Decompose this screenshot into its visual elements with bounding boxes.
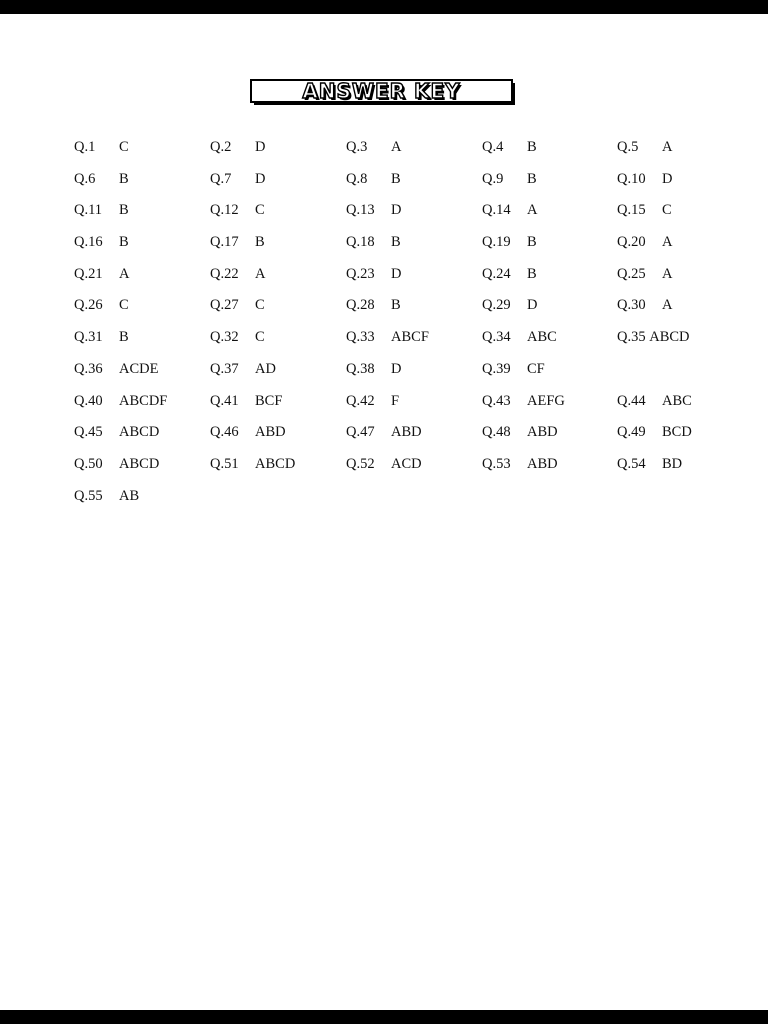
answer-entry (617, 137, 753, 157)
question-number: Q.54 (617, 455, 646, 472)
answer-value: ABCD (119, 424, 160, 441)
answer-row (74, 169, 754, 201)
answer-value: D (391, 265, 402, 282)
question-number: Q.39 (482, 360, 511, 377)
answer-entry (74, 200, 210, 220)
answer-entry (210, 295, 346, 315)
answer-entry (482, 454, 618, 474)
question-number: Q.48 (482, 424, 511, 441)
question-number: Q.52 (346, 455, 375, 472)
question-number: Q.6 (74, 170, 96, 187)
answer-entry (482, 169, 618, 189)
question-number: Q.34 (482, 329, 511, 346)
answer-entry (210, 232, 346, 252)
answer-entry (74, 359, 210, 379)
question-number: Q.49 (617, 424, 646, 441)
answer-value: C (255, 297, 265, 314)
answer-value: BCD (662, 424, 692, 441)
answer-entry (346, 327, 482, 347)
answer-entry (74, 232, 210, 252)
answer-value: ABCD (255, 455, 296, 472)
answer-entry (482, 327, 618, 347)
answer-entry (346, 169, 482, 189)
answer-entry (482, 200, 618, 220)
top-border-bar (0, 0, 768, 14)
title-banner (250, 79, 515, 105)
answer-value: B (527, 170, 537, 187)
question-number: Q.36 (74, 360, 103, 377)
answer-value: C (255, 329, 265, 346)
question-number: Q.50 (74, 455, 103, 472)
question-number: Q.44 (617, 392, 646, 409)
answer-value: A (662, 139, 673, 155)
answer-value: A (527, 202, 538, 219)
answer-entry (210, 137, 346, 157)
question-number: Q.11 (74, 202, 103, 219)
answer-entry (210, 422, 346, 442)
question-number: Q.40 (74, 392, 103, 409)
title-banner-box (250, 79, 513, 103)
answer-value: BD (662, 455, 683, 472)
answer-value: D (255, 170, 266, 187)
question-number: Q.41 (210, 392, 239, 409)
answer-value: A (662, 297, 673, 314)
answer-value: B (391, 234, 401, 251)
question-number: Q.4 (482, 139, 504, 155)
question-number: Q.7 (210, 170, 232, 187)
answer-entry (210, 169, 346, 189)
question-number: Q.19 (482, 234, 511, 251)
answer-entry (346, 422, 482, 442)
answer-value: ABCD (119, 455, 160, 472)
question-number: Q.53 (482, 455, 511, 472)
question-number: Q.25 (617, 265, 646, 282)
answer-entry (346, 264, 482, 284)
answer-value: B (527, 139, 537, 155)
question-number: Q.16 (74, 234, 103, 251)
answer-value: BCF (255, 392, 283, 409)
answer-entry (74, 454, 210, 474)
question-number: Q.12 (210, 202, 239, 219)
answer-entry (210, 200, 346, 220)
question-number: Q.33 (346, 329, 375, 346)
question-number: Q.51 (210, 455, 239, 472)
answer-value: B (119, 202, 129, 219)
answer-entry (74, 137, 210, 157)
answer-entry (482, 422, 618, 442)
answer-value: ABD (255, 424, 286, 441)
answer-entry (346, 454, 482, 474)
answer-value: ABCF (391, 329, 429, 346)
answer-value: C (119, 139, 129, 155)
answer-value: D (391, 360, 402, 377)
question-number: Q.14 (482, 202, 511, 219)
answer-value: B (119, 329, 129, 346)
answer-value: B (255, 234, 265, 251)
question-number: Q.5 (617, 139, 639, 155)
answer-entry (210, 391, 346, 411)
answer-key-grid (74, 137, 754, 517)
answer-value: A (391, 139, 402, 155)
answer-value: A (255, 265, 266, 282)
question-number: Q.35 (617, 329, 646, 346)
answer-entry (482, 137, 618, 157)
answer-value: B (527, 265, 537, 282)
answer-value: D (527, 297, 538, 314)
question-number: Q.26 (74, 297, 103, 314)
answer-value: C (662, 202, 672, 219)
answer-entry (346, 391, 482, 411)
answer-value: B (119, 234, 129, 251)
question-number: Q.29 (482, 297, 511, 314)
bottom-border-bar (0, 1010, 768, 1024)
question-number: Q.28 (346, 297, 375, 314)
answer-entry (617, 200, 753, 220)
answer-row (74, 232, 754, 264)
answer-entry (74, 422, 210, 442)
answer-entry (617, 264, 753, 284)
answer-entry (74, 327, 210, 347)
answer-entry (74, 295, 210, 315)
question-number: Q.38 (346, 360, 375, 377)
answer-entry (346, 359, 482, 379)
answer-value: ABCDF (119, 392, 168, 409)
question-number: Q.30 (617, 297, 646, 314)
answer-entry (482, 232, 618, 252)
question-number: Q.21 (74, 265, 103, 282)
answer-value: D (255, 139, 266, 155)
answer-value: C (119, 297, 129, 314)
answer-row (74, 391, 754, 423)
answer-value: B (391, 297, 401, 314)
answer-row (74, 200, 754, 232)
question-number: Q.32 (210, 329, 239, 346)
question-number: Q.20 (617, 234, 646, 251)
question-number: Q.55 (74, 487, 103, 504)
question-number: Q.9 (482, 170, 504, 187)
answer-row (74, 295, 754, 327)
answer-value: AB (119, 487, 140, 504)
answer-value: ABD (527, 455, 558, 472)
answer-entry (74, 486, 210, 506)
answer-entry (617, 327, 753, 347)
question-number: Q.3 (346, 139, 368, 155)
question-number: Q.24 (482, 265, 511, 282)
answer-row (74, 359, 754, 391)
answer-entry (482, 264, 618, 284)
answer-value: ABC (662, 392, 692, 409)
question-number: Q.2 (210, 139, 232, 155)
answer-value: AD (255, 360, 276, 377)
answer-entry (346, 200, 482, 220)
answer-value: ACD (391, 455, 422, 472)
answer-row (74, 327, 754, 359)
answer-entry (210, 327, 346, 347)
answer-value: ABCD (649, 329, 690, 346)
question-number: Q.8 (346, 170, 368, 187)
answer-entry (210, 359, 346, 379)
question-number: Q.46 (210, 424, 239, 441)
answer-entry (210, 264, 346, 284)
question-number: Q.15 (617, 202, 646, 219)
answer-entry (617, 232, 753, 252)
answer-row (74, 264, 754, 296)
answer-row (74, 486, 754, 518)
answer-value: ABD (527, 424, 558, 441)
page-title: ANSWER KEY (302, 79, 461, 103)
answer-value: B (119, 170, 129, 187)
answer-entry (617, 391, 753, 411)
answer-value: D (662, 170, 673, 187)
answer-value: A (119, 265, 130, 282)
question-number: Q.27 (210, 297, 239, 314)
answer-entry (482, 359, 618, 379)
answer-value: B (391, 170, 401, 187)
answer-row (74, 137, 754, 169)
answer-value: A (662, 265, 673, 282)
question-number: Q.10 (617, 170, 646, 187)
answer-value: D (391, 202, 402, 219)
question-number: Q.45 (74, 424, 103, 441)
answer-entry (346, 295, 482, 315)
answer-value: AEFG (527, 392, 565, 409)
question-number: Q.13 (346, 202, 375, 219)
answer-entry (346, 137, 482, 157)
answer-entry (617, 454, 753, 474)
answer-entry (210, 454, 346, 474)
answer-value: F (391, 392, 400, 409)
answer-entry (74, 391, 210, 411)
question-number: Q.43 (482, 392, 511, 409)
question-number: Q.22 (210, 265, 239, 282)
answer-entry (617, 295, 753, 315)
answer-entry (482, 295, 618, 315)
answer-value: ACDE (119, 360, 159, 377)
answer-entry (346, 232, 482, 252)
question-number: Q.17 (210, 234, 239, 251)
question-number: Q.1 (74, 139, 96, 155)
answer-entry (617, 169, 753, 189)
answer-value: A (662, 234, 673, 251)
question-number: Q.42 (346, 392, 375, 409)
answer-row (74, 454, 754, 486)
answer-value: B (527, 234, 537, 251)
answer-row (74, 422, 754, 454)
question-number: Q.47 (346, 424, 375, 441)
answer-entry (74, 264, 210, 284)
question-number: Q.37 (210, 360, 239, 377)
answer-value: ABD (391, 424, 422, 441)
question-number: Q.31 (74, 329, 103, 346)
answer-value: CF (527, 360, 545, 377)
answer-value: C (255, 202, 265, 219)
question-number: Q.23 (346, 265, 375, 282)
answer-entry (617, 422, 753, 442)
answer-value: ABC (527, 329, 557, 346)
question-number: Q.18 (346, 234, 375, 251)
answer-entry (74, 169, 210, 189)
answer-entry (482, 391, 618, 411)
